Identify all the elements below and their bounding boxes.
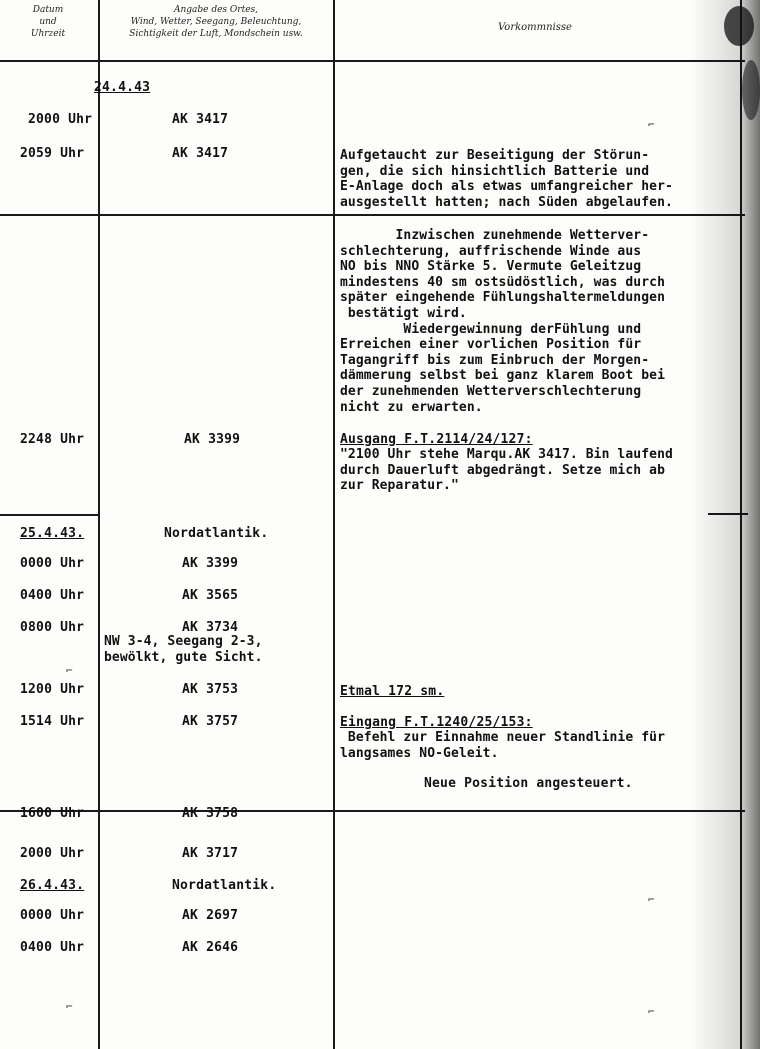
ink-blot (742, 60, 760, 120)
entry-place: AK 3757 (182, 714, 239, 729)
header-col2-line2: Wind, Wetter, Seegang, Beleuchtung, (130, 17, 302, 27)
entry-time: 2248 Uhr (20, 432, 85, 447)
entry-time: 0400 Uhr (20, 940, 85, 955)
event-1200: Etmal 172 sm. (340, 684, 445, 699)
section-rule-3 (0, 810, 745, 812)
entry-place: AK 3417 (172, 146, 229, 161)
entry-place: AK 3717 (182, 846, 239, 861)
header-col3: Vorkommnisse (498, 22, 572, 33)
event-2059: Aufgetaucht zur Beseitigung der Störun- gen, die sich hinsichtlich Batterie und E-Anlage doch als etwas umfangreicher her- ausgestellt hatten; nach Süden abgelaufen. (340, 148, 673, 210)
entry-place: AK 3399 (184, 432, 241, 447)
header-col1-line2: und (39, 17, 57, 27)
entry-place: AK 2646 (182, 940, 239, 955)
entry-time: 2059 Uhr (20, 146, 85, 161)
entry-time: 0800 Uhr (20, 620, 85, 635)
sea-area: Nordatlantik. (164, 526, 269, 541)
entry-place: AK 3753 (182, 682, 239, 697)
scan-mark: ⌐ (648, 1005, 655, 1018)
scan-mark: ⌐ (66, 1000, 73, 1013)
header-col2-line1: Angabe des Ortes, (173, 5, 259, 15)
column-divider-2 (333, 0, 335, 1049)
entry-time: 0000 Uhr (20, 556, 85, 571)
section-rule-2 (0, 514, 100, 516)
date-24-4-43: 24.4.43 (94, 80, 151, 95)
entry-time: 0400 Uhr (20, 588, 85, 603)
entry-time: 1514 Uhr (20, 714, 85, 729)
weather-note: NW 3-4, Seegang 2-3, bewölkt, gute Sicht. (104, 634, 263, 665)
scan-mark: ⌐ (66, 664, 73, 677)
header-date-time (18, 4, 78, 40)
entry-time: 1200 Uhr (20, 682, 85, 697)
scan-shadow (690, 0, 760, 1049)
entry-place: AK 2697 (182, 908, 239, 923)
event-weather: Inzwischen zunehmende Wetterver- schlechterung, auffrischende Winde aus NO bis NNO Stärke 5. Vermute Geleitzug mindestens 40 sm ostsüdöstlich, was durch später eingehende Fühlungshaltermeldungen bestätigt wird. Wiedergewinnung derFühlung und Erreichen einer vorlichen Position für Tagangriff bis zum Einbruch der Morgen- dämmerung selbst bei ganz klarem Boot bei der zunehmenden Wetterverschlechterung nicht zu erwarten. (340, 228, 665, 415)
header-col1-line1: Datum (32, 5, 64, 15)
date-26-4-43: 26.4.43. (20, 878, 85, 893)
sea-area: Nordatlantik. (172, 878, 277, 893)
column-divider-1 (98, 0, 100, 1049)
entry-place: AK 3734 (182, 620, 239, 635)
entry-time: 1600 Uhr (20, 806, 85, 821)
event-1514-heading: Eingang F.T.1240/25/153: (340, 715, 533, 730)
entry-place: AK 3399 (182, 556, 239, 571)
header-location (104, 4, 328, 40)
header-events (340, 22, 730, 34)
header-col1-line3: Uhrzeit (30, 29, 66, 39)
event-1514-body: Befehl zur Einnahme neuer Standlinie für langsames NO-Geleit. (340, 730, 665, 761)
header-col2-line3: Sichtigkeit der Luft, Mondschein usw. (129, 29, 303, 39)
entry-time: 0000 Uhr (20, 908, 85, 923)
entry-time: 2000 Uhr (28, 112, 93, 127)
event-1514-note: Neue Position angesteuert. (424, 776, 633, 791)
event-2248-body: "2100 Uhr stehe Marqu.AK 3417. Bin laufend durch Dauerluft abgedrängt. Setze mich ab zur Reparatur." (340, 447, 673, 494)
event-2248-heading: Ausgang F.T.2114/24/127: (340, 432, 533, 447)
entry-place: AK 3758 (182, 806, 239, 821)
entry-place: AK 3417 (172, 112, 229, 127)
scan-mark: ⌐ (648, 893, 655, 906)
scan-mark: ⌐ (648, 118, 655, 131)
entry-time: 2000 Uhr (20, 846, 85, 861)
header-rule (0, 60, 745, 62)
date-25-4-43: 25.4.43. (20, 526, 85, 541)
section-rule-1 (0, 214, 745, 216)
entry-place: AK 3565 (182, 588, 239, 603)
